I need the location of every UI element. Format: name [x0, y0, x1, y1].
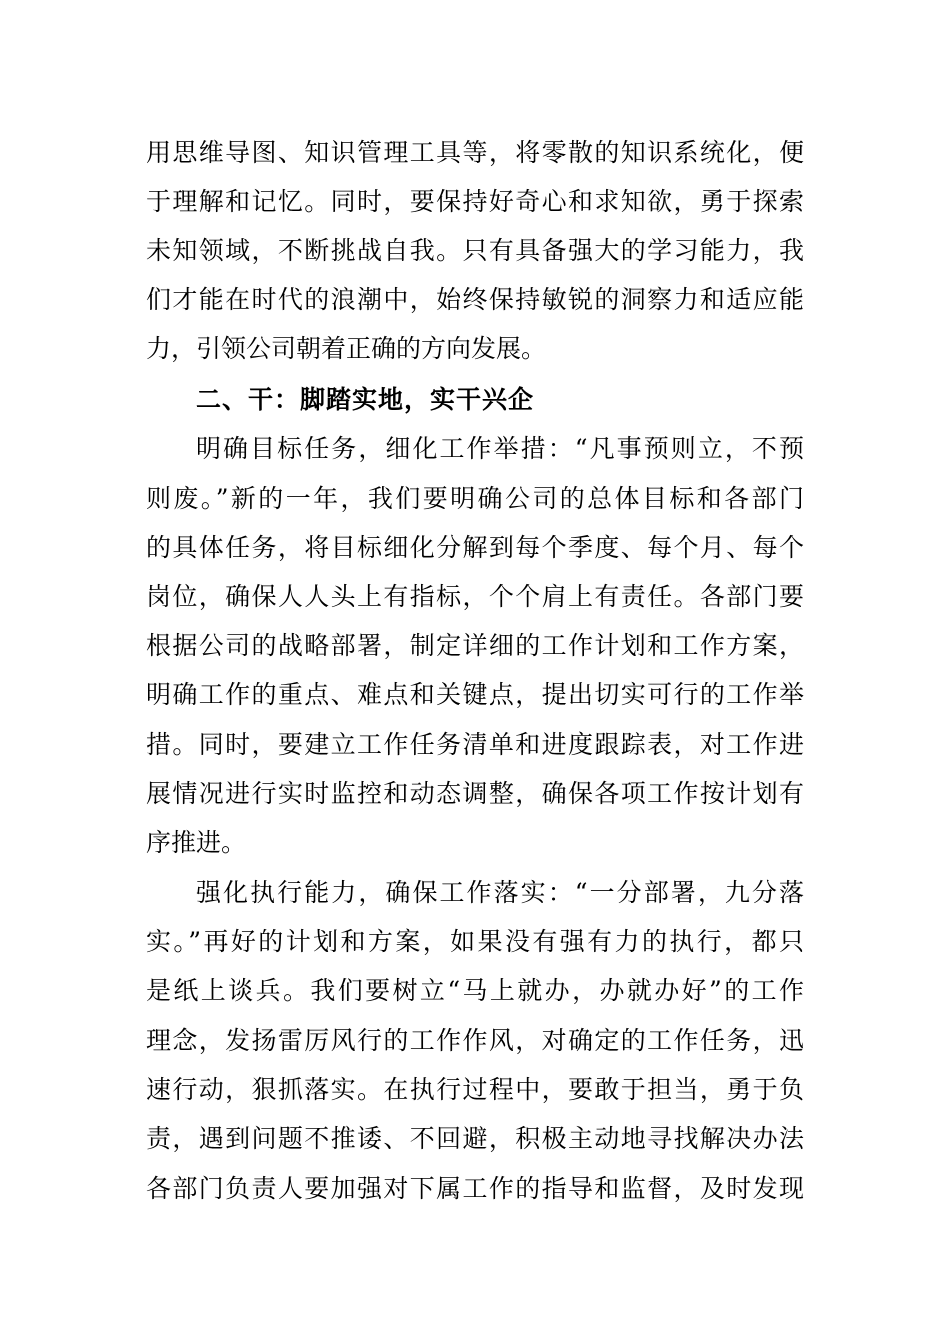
paragraph-line: 根据公司的战略部署，制定详细的工作计划和工作方案， [146, 631, 804, 660]
paragraph-line: 明确目标任务，细化工作举措：“凡事预则立，不预 [196, 434, 804, 463]
paragraph-line: 则废。”新的一年，我们要明确公司的总体目标和各部门 [146, 484, 804, 513]
paragraph-line: 展情况进行实时监控和动态调整，确保各项工作按计划有 [146, 779, 804, 808]
paragraph-line: 强化执行能力，确保工作落实：“一分部署，九分落 [196, 878, 804, 907]
paragraph-line: 未知领域，不断挑战自我。只有具备强大的学习能力，我 [146, 236, 804, 265]
section-heading: 二、干：脚踏实地，实干兴企 [196, 385, 535, 414]
paragraph-line: 于理解和记忆。同时，要保持好奇心和求知欲，勇于探索 [146, 187, 804, 216]
paragraph-line: 明确工作的重点、难点和关键点，提出切实可行的工作举 [146, 680, 804, 709]
paragraph-line: 是纸上谈兵。我们要树立“马上就办，办就办好”的工作 [146, 976, 804, 1005]
paragraph-line: 的具体任务，将目标细化分解到每个季度、每个月、每个 [146, 533, 804, 562]
paragraph-line: 速行动，狠抓落实。在执行过程中，要敢于担当，勇于负 [146, 1075, 804, 1104]
paragraph-line: 实。”再好的计划和方案，如果没有强有力的执行，都只 [146, 927, 804, 956]
paragraph-line: 理念，发扬雷厉风行的工作作风，对确定的工作任务，迅 [146, 1026, 804, 1055]
paragraph-line: 们才能在时代的浪潮中，始终保持敏锐的洞察力和适应能 [146, 285, 804, 314]
paragraph-line: 力，引领公司朝着正确的方向发展。 [146, 334, 547, 363]
paragraph-line: 各部门负责人要加强对下属工作的指导和监督，及时发现 [146, 1174, 804, 1203]
paragraph-line: 责，遇到问题不推诿、不回避，积极主动地寻找解决办法 [146, 1124, 804, 1153]
paragraph-line: 岗位，确保人人头上有指标，个个肩上有责任。各部门要 [146, 582, 804, 611]
paragraph-line: 措。同时，要建立工作任务清单和进度跟踪表，对工作进 [146, 730, 804, 759]
paragraph-line: 序推进。 [146, 828, 247, 857]
paragraph-line: 用思维导图、知识管理工具等，将零散的知识系统化，便 [146, 138, 804, 167]
